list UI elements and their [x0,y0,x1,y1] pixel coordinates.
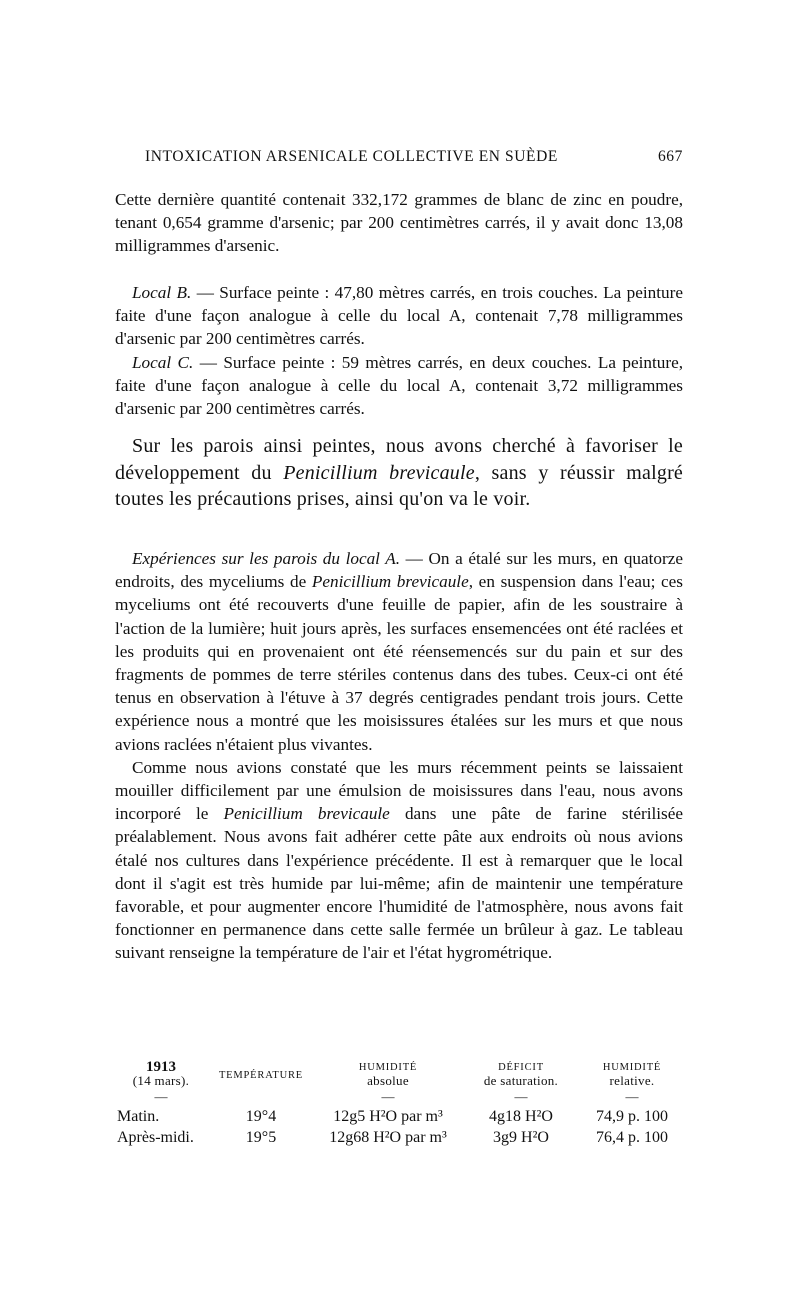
header-humidite-absolue [315,1061,461,1088]
local-c-label: Local C. [132,352,194,372]
header-title: INTOXICATION ARSENICALE COLLECTIVE EN SUÈDE [145,148,558,165]
table-dash-row [115,1088,683,1106]
species-name: Penicillium brevicaule [283,461,475,484]
table-year: 1913 [146,1059,176,1075]
table-header-row [115,1060,683,1088]
cell-temperature: 19°5 [245,1129,277,1146]
large-paragraph-text [115,433,683,513]
cell-humidite-relative: 76,4 p. 100 [596,1129,668,1146]
experiences-label: Expériences sur les parois du local A. [132,549,401,568]
cell-temperature: 19°4 [245,1108,277,1125]
header-deficit [461,1061,581,1088]
header-humidite-relative-line1: HUMIDITÉ [602,1062,662,1073]
header-humidite-absolue-line1: HUMIDITÉ [358,1062,418,1073]
cell-deficit: 4g18 H²O [489,1108,553,1125]
experiences-text-part2: , en suspension dans l'eau; ces myceliums ont été recouverts d'une feuille de papier, afin de les soustraire à l'action de la lumière; huit jours après, les surfaces ensemencées ont été raclées et les produits qui en provenaient ont été réensemencés sur du pain et sur des fragments de pommes de terre stériles contenus dans des tubes. Ceux-ci ont été tenus en observation à l'étuve à 37 degrés centigrades pendant trois jours. Cette expérience nous a montré que les moisissures étalées sur les murs et que nous avions raclées n'étaient plus vivantes. [115,572,683,754]
paragraph-local-c [115,351,683,421]
paragraph-zinc-quantity [115,188,683,258]
row-label: Matin. [117,1108,160,1125]
header-humidite-relative-line2: relative. [609,1073,655,1088]
dash: — [625,1089,639,1104]
large-text-part1: Sur les parois ainsi peintes, nous avons cherché à favoriser le développement du [115,435,683,484]
table-row [115,1127,683,1148]
experiences-text-part1: — On a étalé sur les murs, en quatorze endroits, des myceliums de [115,549,683,592]
paragraph-text: Cette dernière quantité contenait 332,172 grammes de blanc de zinc en poudre, tenant 0,654 gramme d'arsenic; par 200 centimètres carrés, il y avait donc 13,08 milligrammes d'arsenic. [115,190,683,256]
large-text-part2: , sans y réussir malgré toutes les précautions prises, ainsi qu'on va le voir. [115,461,684,510]
local-b-text: — Surface peinte : 47,80 mètres carrés, en trois couches. La peinture faite d'une façon analogue à celle du local A, contenait 7,78 milligrammes d'arsenic par 200 centimètres carrés. [115,283,683,349]
header-deficit-line1: DÉFICIT [498,1062,544,1073]
cell-deficit: 3g9 H²O [493,1129,549,1146]
header-date-cell [115,1060,207,1088]
row-label: Après-midi. [117,1129,194,1146]
hygrometry-table [115,1060,683,1148]
comme-text-part1: Comme nous avions constaté que les murs récemment peints se laissaient mouiller difficilement par une émulsion de moisissures dans l'eau, nous avons incorporé le [115,757,683,824]
header-temperature: TEMPÉRATURE [218,1070,304,1081]
header-deficit-line2: de saturation. [483,1073,559,1088]
species-name: Penicillium brevicaule [311,572,469,592]
dash: — [154,1089,168,1104]
large-paragraph [115,433,683,513]
page-number: 667 [657,148,683,165]
table-row [115,1106,683,1127]
cell-humidite-absolue: 12g5 H²O par m³ [333,1108,443,1125]
dash: — [381,1089,395,1104]
running-header [145,148,683,166]
dash: — [514,1089,528,1104]
paragraphs-locals [115,281,683,420]
table-date: (14 mars). [132,1073,190,1088]
header-humidite-relative [581,1061,683,1088]
paragraphs-experiences [115,547,683,965]
header-humidite-absolue-line2: absolue [367,1073,409,1088]
cell-humidite-absolue: 12g68 H²O par m³ [329,1129,447,1146]
local-c-text: — Surface peinte : 59 mètres carrés, en deux couches. La peinture, faite d'une façon analogue à celle du local A, contenait 3,72 milligrammes d'arsenic par 200 centimètres carrés. [115,352,683,419]
paragraph-comme [115,756,683,965]
local-b-label: Local B. [132,283,192,302]
paragraph-local-b [115,281,683,351]
comme-text-part2: dans une pâte de farine stérilisée préalablement. Nous avons fait adhérer cette pâte aux endroits où nous avions étalé nos cultures dans l'expérience précédente. Il est à remarquer que le local dont il s'agit est très humide par lui-même; afin de maintenir une température favorable, et pour augmenter encore l'humidité de l'atmosphère, nous avons fait fonctionner en permanence dans cette salle fermée un brûleur à gaz. Le tableau suivant renseigne la température de l'air et l'état hygrométrique. [115,804,683,963]
cell-humidite-relative: 74,9 p. 100 [596,1108,668,1125]
paragraph-experiences [115,547,683,756]
species-name: Penicillium brevicaule [223,804,390,824]
